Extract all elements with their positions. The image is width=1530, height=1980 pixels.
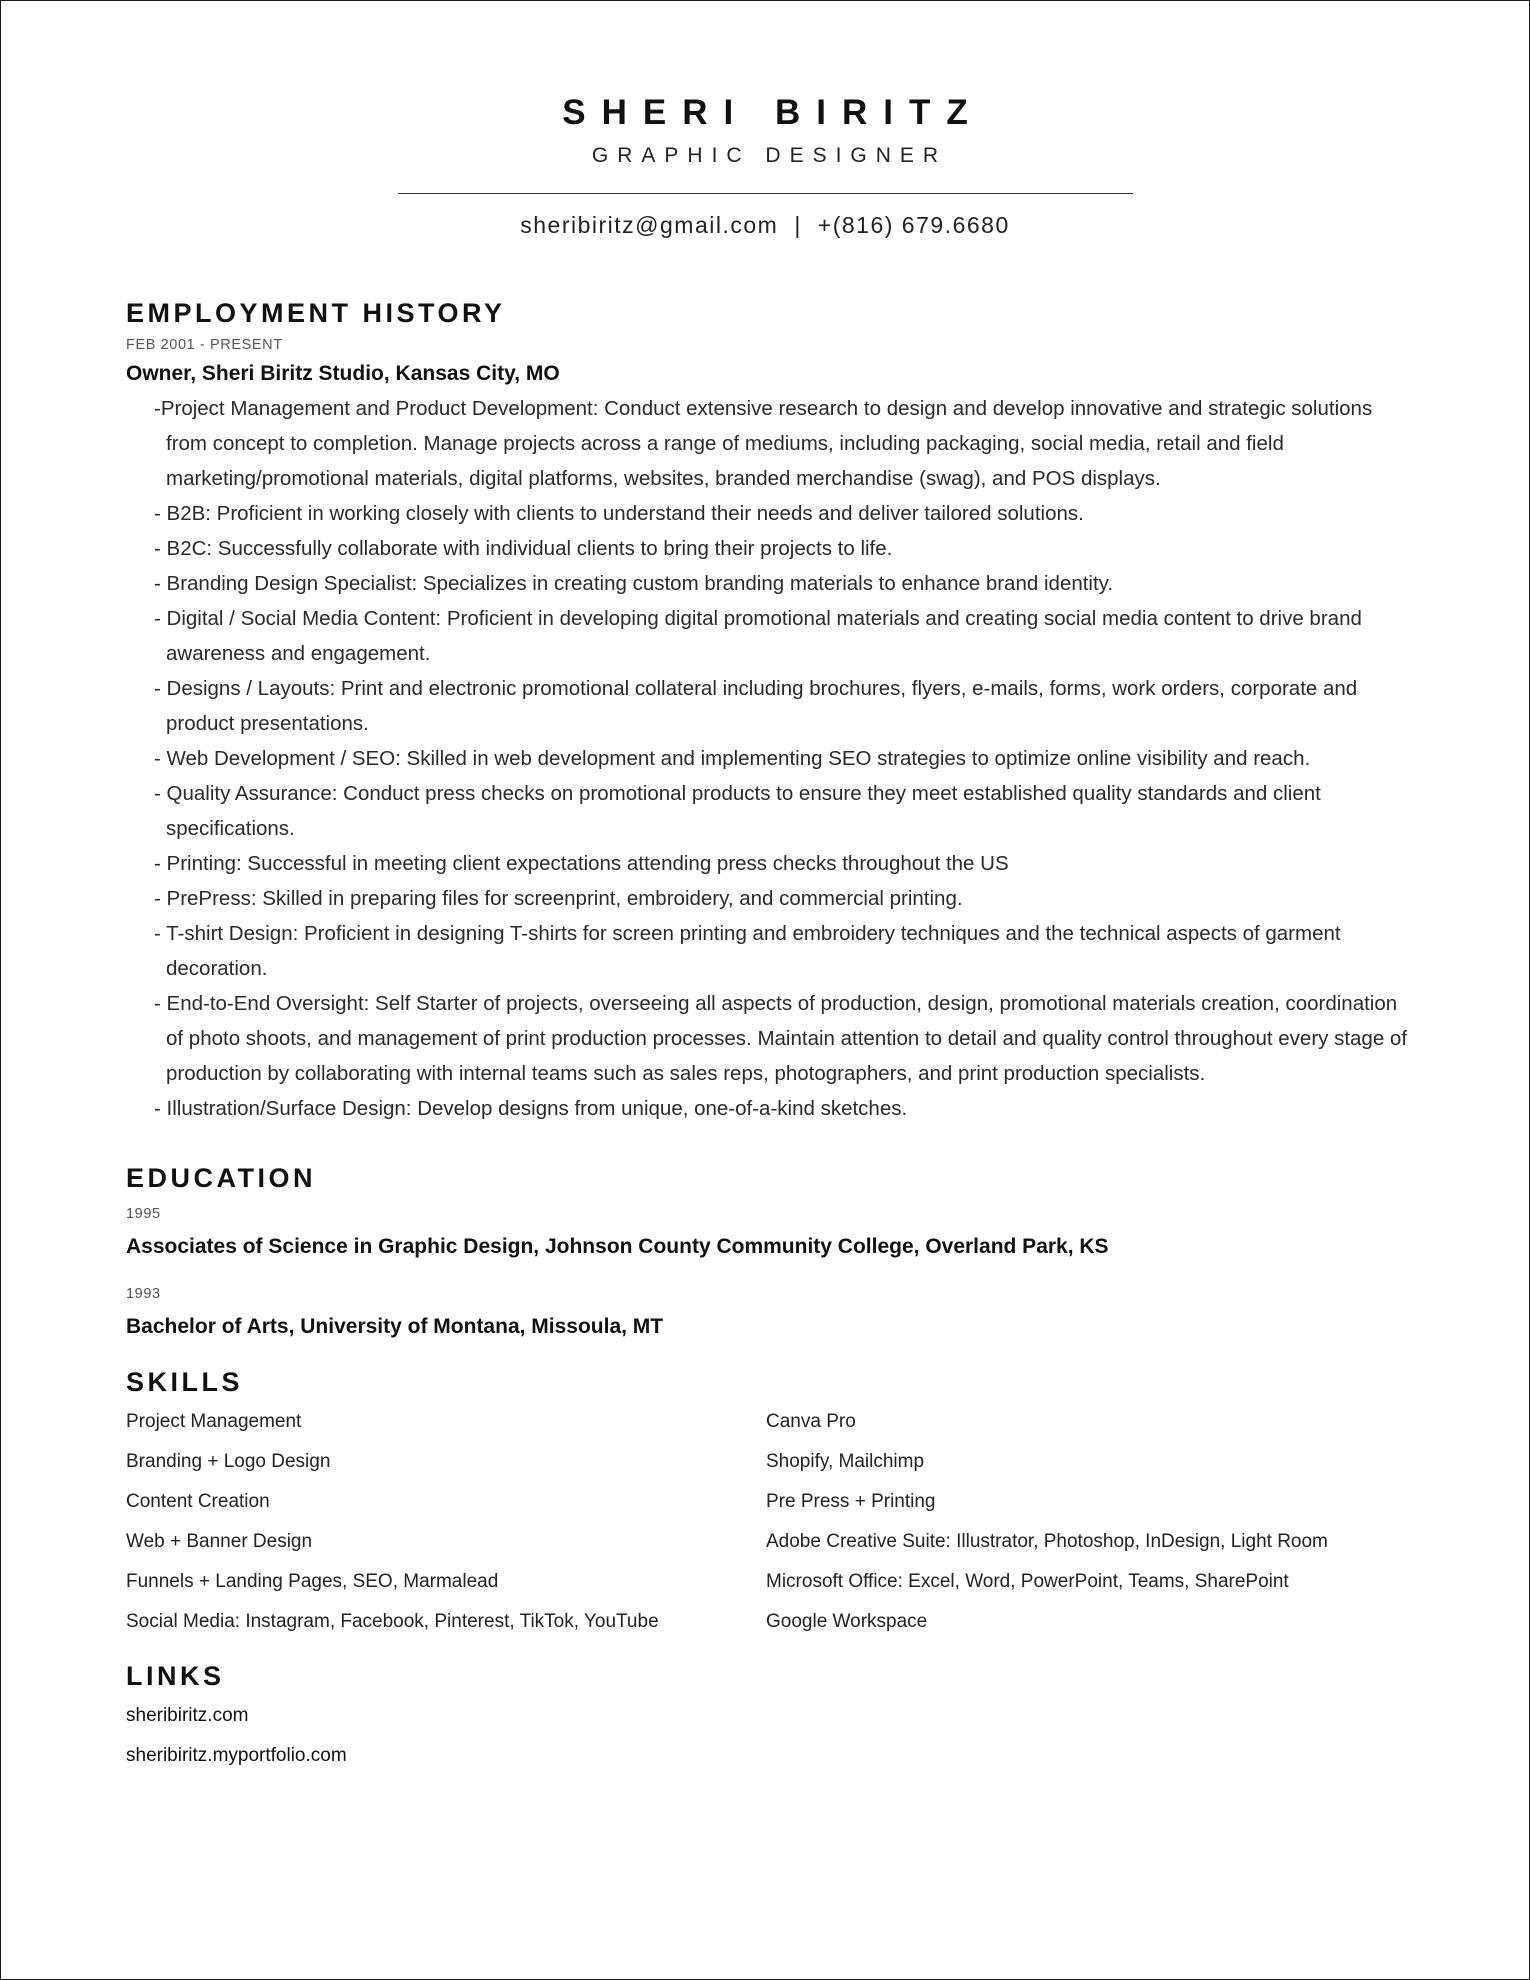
resume-header — [1, 89, 1529, 240]
skill-item: Adobe Creative Suite: Illustrator, Photoshop, InDesign, Light Room — [766, 1531, 1328, 1552]
candidate-role: GRAPHIC DESIGNER — [591, 144, 948, 167]
contact-separator: | — [794, 212, 802, 238]
portfolio-link[interactable]: sheribiritz.myportfolio.com — [126, 1745, 347, 1766]
employment-date: FEB 2001 - PRESENT — [126, 337, 283, 353]
header-divider — [398, 193, 1133, 194]
skill-item: Project Management — [126, 1411, 302, 1432]
contact-phone[interactable]: +(816) 679.6680 — [817, 212, 1010, 238]
employment-heading: EMPLOYMENT HISTORY — [126, 298, 506, 328]
education-item — [126, 1284, 1416, 1342]
skill-item: Branding + Logo Design — [126, 1451, 331, 1472]
education-item — [126, 1204, 1416, 1262]
skills-heading: SKILLS — [126, 1367, 244, 1397]
skills-grid — [126, 1402, 1416, 1642]
list-item: -Project Management and Product Development: Conduct extensive research to design and develop innovative and strategic solutions from concept to completion. Manage projects across a range of mediums, including packaging, social media, retail and field marketing/promotional materials, digital platforms, websites, branded merchandise (swag), and POS displays. — [154, 397, 1373, 490]
contact-email[interactable]: sheribiritz@gmail.com — [520, 212, 779, 238]
skills-section — [126, 1364, 1416, 1642]
links-heading: LINKS — [126, 1661, 225, 1691]
skill-item: Pre Press + Printing — [766, 1491, 936, 1512]
list-item: - End-to-End Oversight: Self Starter of projects, overseeing all aspects of production, design, promotional materials creation, coordination of photo shoots, and management of print production processes. Maintain attention to detail and quality control throughout every stage of production by collaborating with internal teams such as sales reps, photographers, and print production specialists. — [154, 992, 1408, 1085]
list-item: - Illustration/Surface Design: Develop designs from unique, one-of-a-kind sketches. — [154, 1097, 908, 1120]
list-item: - Web Development / SEO: Skilled in web development and implementing SEO strategies to optimize online visibility and reach. — [154, 747, 1311, 770]
education-degree: Associates of Science in Graphic Design, Johnson County Community College, Overland Park, KS — [126, 1235, 1109, 1258]
education-heading: EDUCATION — [126, 1163, 316, 1193]
list-item: - Designs / Layouts: Print and electronic promotional collateral including brochures, flyers, e-mails, forms, work orders, corporate and product presentations. — [154, 677, 1358, 735]
skill-item: Web + Banner Design — [126, 1531, 313, 1552]
skill-item: Social Media: Instagram, Facebook, Pinterest, TikTok, YouTube — [126, 1611, 659, 1632]
education-year: 1995 — [126, 1206, 161, 1222]
skills-column-right — [766, 1402, 1406, 1642]
portfolio-link[interactable]: sheribiritz.com — [126, 1705, 249, 1726]
list-item: - T-shirt Design: Proficient in designing T-shirts for screen printing and embroidery techniques and the technical aspects of garment decoration. — [154, 922, 1341, 980]
links-section — [126, 1658, 1416, 1776]
education-section — [126, 1160, 1416, 1342]
candidate-name: SHERI BIRITZ — [562, 93, 984, 132]
resume-body — [126, 291, 1416, 1776]
skill-item: Content Creation — [126, 1491, 270, 1512]
list-item: - Branding Design Specialist: Specializes in creating custom branding materials to enhance brand identity. — [154, 572, 1114, 595]
list-item: - Printing: Successful in meeting client expectations attending press checks throughout the US — [154, 852, 1009, 875]
list-item: - B2C: Successfully collaborate with individual clients to bring their projects to life. — [154, 537, 893, 560]
skill-item: Canva Pro — [766, 1411, 856, 1432]
skill-item: Funnels + Landing Pages, SEO, Marmalead — [126, 1571, 499, 1592]
list-item: - PrePress: Skilled in preparing files for screenprint, embroidery, and commercial printing. — [154, 887, 963, 910]
skill-item: Shopify, Mailchimp — [766, 1451, 925, 1472]
list-item: - B2B: Proficient in working closely with clients to understand their needs and deliver tailored solutions. — [154, 502, 1084, 525]
education-degree: Bachelor of Arts, University of Montana, Missoula, MT — [126, 1315, 664, 1338]
list-item: - Quality Assurance: Conduct press checks on promotional products to ensure they meet established quality standards and client specifications. — [154, 782, 1321, 840]
skill-item: Google Workspace — [766, 1611, 928, 1632]
contact-line — [1, 210, 1529, 240]
job-title: Owner, Sheri Biritz Studio, Kansas City, MO — [126, 362, 560, 385]
skill-item: Microsoft Office: Excel, Word, PowerPoint, Teams, SharePoint — [766, 1571, 1289, 1592]
education-year: 1993 — [126, 1286, 161, 1302]
skills-column-left — [126, 1402, 766, 1642]
list-item: - Digital / Social Media Content: Proficient in developing digital promotional materials and creating social media content to drive brand awareness and engagement. — [154, 607, 1362, 665]
employment-bullets — [126, 391, 1416, 1126]
employment-section — [126, 295, 1416, 1126]
